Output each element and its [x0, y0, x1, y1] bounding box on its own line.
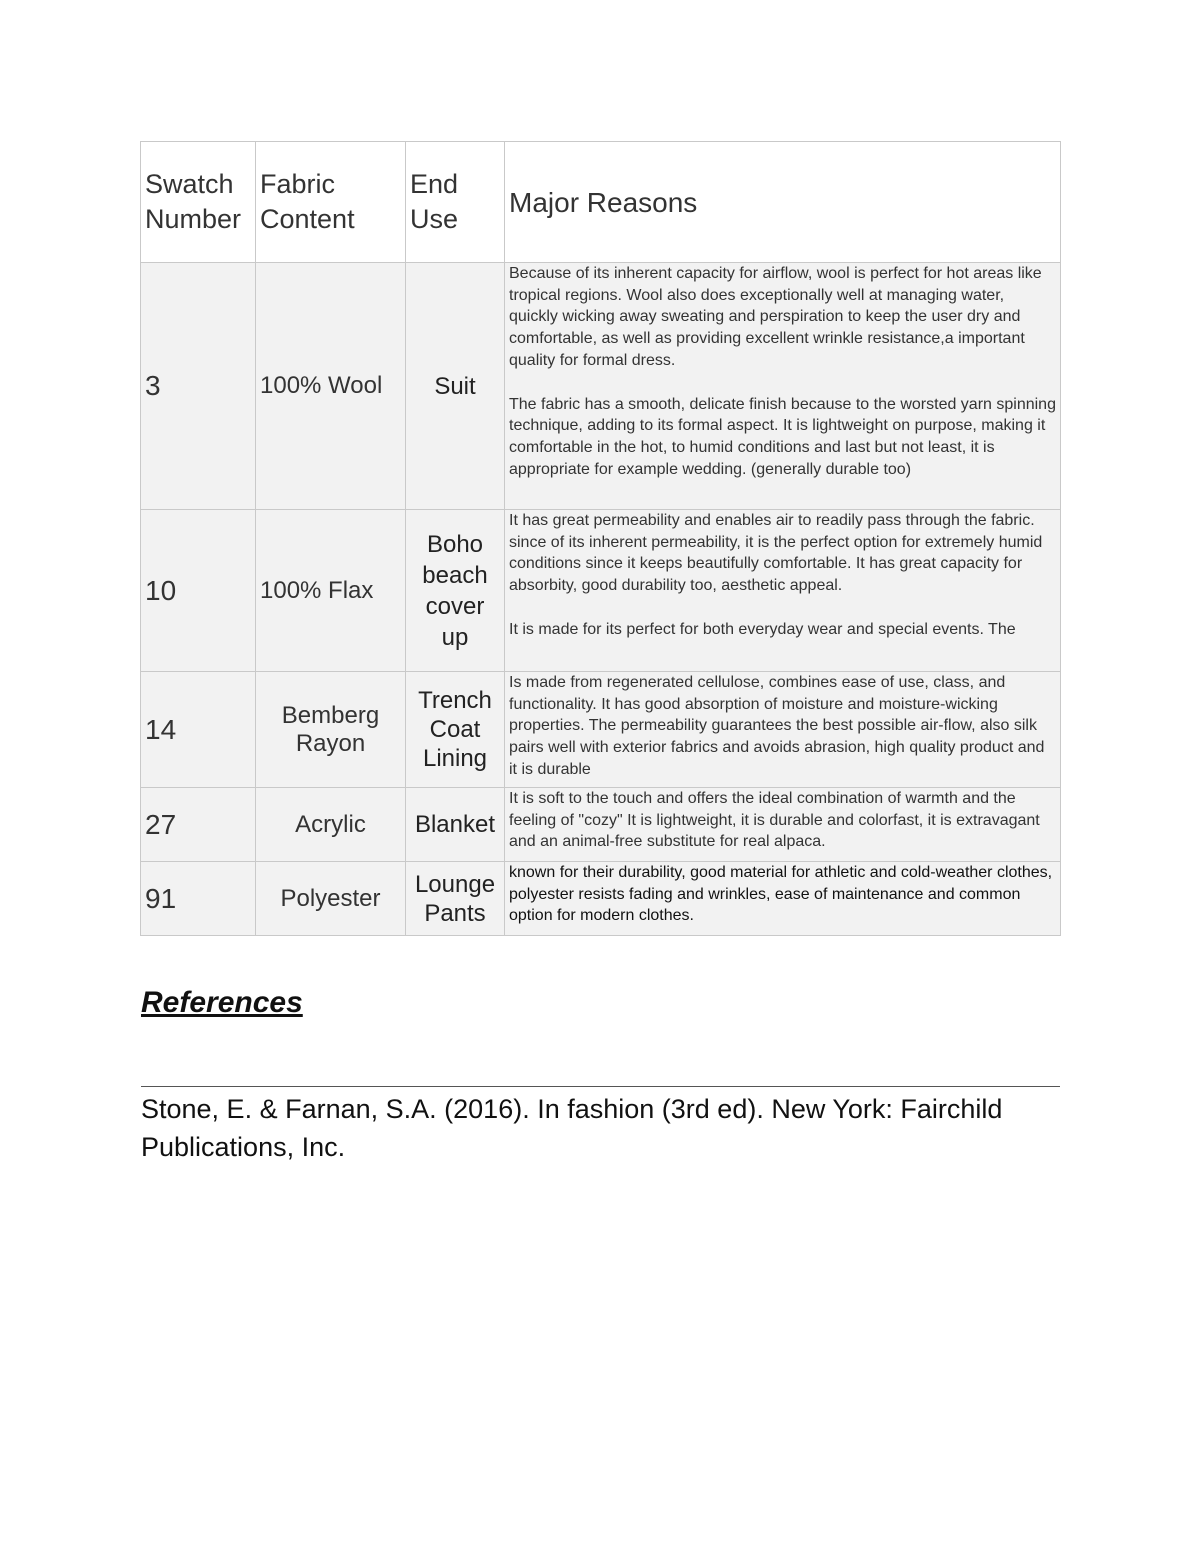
fabric-content-cell: 100% Wool: [256, 263, 406, 510]
table-header-row: [141, 142, 1061, 263]
fabric-content-cell: Acrylic: [256, 788, 406, 862]
swatch-number-cell: 27: [141, 788, 256, 862]
swatch-number-cell: 14: [141, 672, 256, 788]
fabric-content-cell: 100% Flax: [256, 510, 406, 672]
references-heading: References: [141, 986, 303, 1019]
end-use-cell: Trench Coat Lining: [406, 672, 505, 788]
reason-paragraph: It is made for its perfect for both everyday wear and special events. The: [509, 620, 1016, 638]
table-row: [141, 788, 1061, 862]
table-row: [141, 672, 1061, 788]
end-use-cell: Blanket: [406, 788, 505, 862]
reference-entry: Stone, E. & Farnan, S.A. (2016). In fashion (3rd ed). New York: Fairchild Publications, Inc.: [141, 1094, 1003, 1162]
header-swatch-number: Swatch Number: [141, 142, 256, 263]
reason-paragraph: Is made from regenerated cellulose, combines ease of use, class, and functionality. It has good absorption of moisture and moisture-wicking properties. The permeability guarantees the best possible air-flow, also silk pairs well with exterior fabrics and avoids abrasion, high quality product and it is durable: [509, 674, 1045, 778]
end-use-cell: Lounge Pants: [406, 862, 505, 936]
header-end-use: End Use: [406, 142, 505, 263]
major-reasons-cell: [505, 862, 1061, 936]
table-row: [141, 263, 1061, 510]
table-row: [141, 862, 1061, 936]
reason-paragraph: It has great permeability and enables air to readily pass through the fabric. since of its inherent permeability, it is the perfect option for extremely humid conditions since it keeps beautifully comfortable. It has great capacity for absorbity, good durability too, aesthetic appeal.: [509, 512, 1043, 595]
fabric-content-cell: Polyester: [256, 862, 406, 936]
reason-paragraph: The fabric has a smooth, delicate finish because to the worsted yarn spinning technique, adding to its formal aspect. It is lightweight on purpose, making it comfortable in the hot, to humid conditions and last but not least, it is appropriate for example wedding. (generally durable too): [509, 395, 1056, 478]
swatch-number-cell: 3: [141, 263, 256, 510]
end-use-cell: Suit: [406, 263, 505, 510]
header-fabric-content: Fabric Content: [256, 142, 406, 263]
major-reasons-cell: [505, 788, 1061, 862]
swatch-number-cell: 91: [141, 862, 256, 936]
fabric-swatch-table: [140, 141, 1061, 936]
references-divider: [141, 1086, 1060, 1087]
reason-paragraph: It is soft to the touch and offers the ideal combination of warmth and the feeling of "cozy" It is lightweight, it is durable and colorfast, it is extravagant and an animal-free substitute for real alpaca.: [509, 790, 1040, 851]
end-use-cell: Boho beach cover up: [406, 510, 505, 672]
major-reasons-cell: [505, 510, 1061, 672]
fabric-content-cell: Bemberg Rayon: [256, 672, 406, 788]
major-reasons-cell: [505, 672, 1061, 788]
major-reasons-cell: [505, 263, 1061, 510]
table-row: [141, 510, 1061, 672]
reason-paragraph: known for their durability, good material for athletic and cold-weather clothes, polyester resists fading and wrinkles, ease of maintenance and common option for modern clothes.: [509, 864, 1053, 925]
header-major-reasons: Major Reasons: [505, 142, 1061, 263]
swatch-number-cell: 10: [141, 510, 256, 672]
reason-paragraph: Because of its inherent capacity for airflow, wool is perfect for hot areas like tropical regions. Wool also does exceptionally well at managing water, quickly wicking away sweating and perspiration to keep the user dry and comfortable, as well as providing excellent wrinkle resistance,a important quality for formal dress.: [509, 265, 1042, 369]
